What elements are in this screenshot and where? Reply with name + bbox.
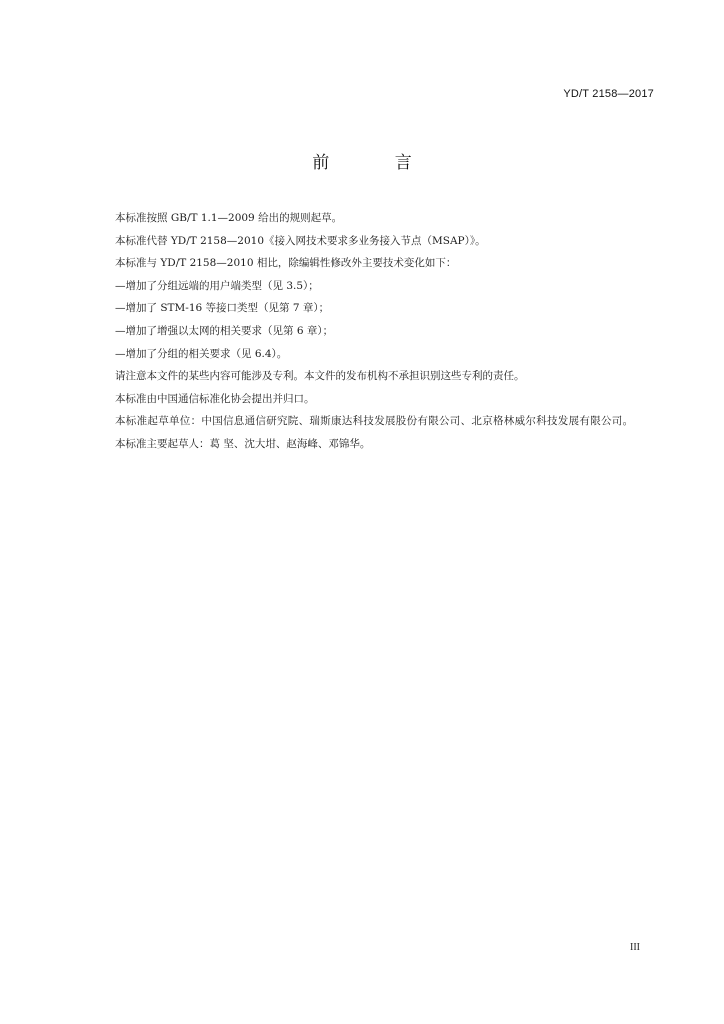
foreword-body <box>84 207 660 456</box>
paragraph-patent-notice: 请注意本文件的某些内容可能涉及专利。本文件的发布机构不承担识别这些专利的责任。 <box>115 370 525 383</box>
list-item-change: —增加了 STM-16 等接口类型（见第 7 章）； <box>115 302 330 315</box>
paragraph-replaces: 本标准代替 YD/T 2158—2010《接入网技术要求多业务接入节点（MSAP）》。 <box>115 234 486 247</box>
standard-number: YD/T 2158—2017 <box>563 88 654 100</box>
paragraph-drafting-rules: 本标准按照 GB/T 1.1—2009 给出的规则起草。 <box>115 212 343 224</box>
list-item-change: —增加了分组的相关要求（见 6.4）。 <box>115 347 288 360</box>
list-item-change: —增加了分组远端的用户端类型（见 3.5）； <box>115 279 319 292</box>
paragraph-drafters: 本标准主要起草人：葛 坚、沈大坩、赵海峰、邓锦华。 <box>115 437 371 450</box>
list-item-change: —增加了增强以太网的相关要求（见第 6 章）； <box>115 324 334 337</box>
paragraph-drafting-units: 本标准起草单位：中国信息通信研究院、瑞斯康达科技发展股份有限公司、北京格林威尔科技发展有限公司。 <box>115 415 634 428</box>
page-title: 前 言 <box>312 153 442 173</box>
page-number: III <box>630 942 640 953</box>
paragraph-proposer: 本标准由中国通信标准化协会提出并归口。 <box>115 392 315 405</box>
paragraph-changes-intro: 本标准与 YD/T 2158—2010 相比，除编辑性修改外主要技术变化如下： <box>115 257 457 270</box>
